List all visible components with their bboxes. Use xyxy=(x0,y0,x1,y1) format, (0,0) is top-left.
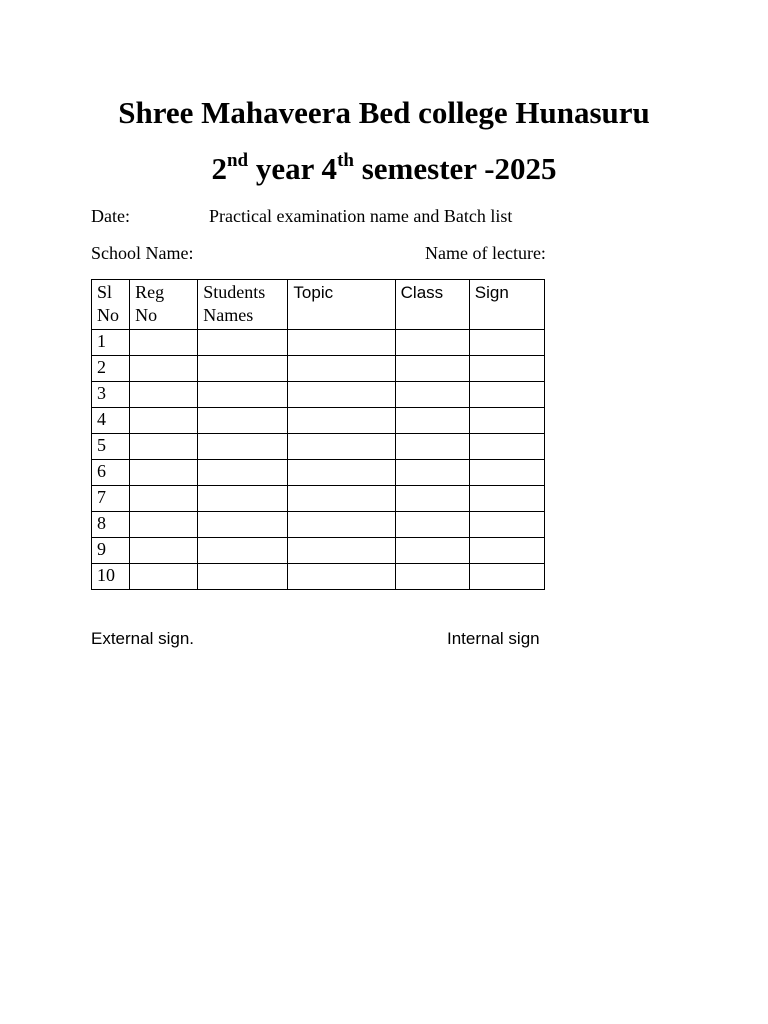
cell-sign xyxy=(469,434,544,460)
cell-topic xyxy=(288,330,395,356)
header-class: Class xyxy=(395,280,469,330)
batch-list-table xyxy=(91,279,545,590)
cell-class xyxy=(395,460,469,486)
cell-class xyxy=(395,382,469,408)
table-row xyxy=(92,538,545,564)
cell-reg-no xyxy=(130,538,198,564)
cell-sl-no: 6 xyxy=(92,460,130,486)
cell-sign xyxy=(469,564,544,590)
cell-reg-no xyxy=(130,382,198,408)
cell-student-name xyxy=(198,434,288,460)
cell-student-name xyxy=(198,486,288,512)
cell-topic xyxy=(288,434,395,460)
cell-sl-no: 9 xyxy=(92,538,130,564)
cell-topic xyxy=(288,538,395,564)
cell-class xyxy=(395,356,469,382)
cell-sl-no: 8 xyxy=(92,512,130,538)
semester-suffix: th xyxy=(337,149,354,171)
header-student-names: Students Names xyxy=(198,280,288,330)
cell-sl-no: 2 xyxy=(92,356,130,382)
cell-sign xyxy=(469,512,544,538)
cell-reg-no xyxy=(130,356,198,382)
cell-class xyxy=(395,330,469,356)
year-suffix: nd xyxy=(226,149,249,171)
cell-student-name xyxy=(198,538,288,564)
cell-class xyxy=(395,512,469,538)
cell-student-name xyxy=(198,512,288,538)
cell-reg-no xyxy=(130,512,198,538)
cell-topic xyxy=(288,460,395,486)
cell-student-name xyxy=(198,564,288,590)
table-row xyxy=(92,460,545,486)
cell-reg-no xyxy=(130,330,198,356)
cell-student-name xyxy=(198,330,288,356)
cell-topic xyxy=(288,356,395,382)
table-row xyxy=(92,564,545,590)
cell-sign xyxy=(469,382,544,408)
table-row xyxy=(92,434,545,460)
cell-sl-no: 10 xyxy=(92,564,130,590)
cell-topic xyxy=(288,512,395,538)
header-reg-no: Reg No xyxy=(130,280,198,330)
college-title: Shree Mahaveera Bed college Hunasuru xyxy=(118,95,650,130)
cell-student-name xyxy=(198,382,288,408)
table-row xyxy=(92,486,545,512)
internal-sign-label: Internal sign xyxy=(447,629,540,648)
cell-sign xyxy=(469,486,544,512)
table-header-row xyxy=(92,280,545,330)
cell-sl-no: 4 xyxy=(92,408,130,434)
cell-class xyxy=(395,408,469,434)
cell-student-name xyxy=(198,460,288,486)
cell-topic xyxy=(288,486,395,512)
external-sign-label: External sign. xyxy=(91,629,194,648)
year-number: 2 xyxy=(211,151,227,186)
header-sign: Sign xyxy=(469,280,544,330)
cell-sl-no: 1 xyxy=(92,330,130,356)
table-row xyxy=(92,330,545,356)
table-row xyxy=(92,512,545,538)
cell-reg-no xyxy=(130,408,198,434)
cell-sl-no: 5 xyxy=(92,434,130,460)
cell-sign xyxy=(469,408,544,434)
table-row xyxy=(92,408,545,434)
cell-sl-no: 3 xyxy=(92,382,130,408)
cell-reg-no xyxy=(130,564,198,590)
table-row xyxy=(92,356,545,382)
cell-sign xyxy=(469,330,544,356)
cell-sign xyxy=(469,460,544,486)
cell-class xyxy=(395,564,469,590)
school-name-label: School Name: xyxy=(91,243,194,263)
lecturer-name-label: Name of lecture: xyxy=(425,243,546,263)
cell-class xyxy=(395,486,469,512)
cell-topic xyxy=(288,408,395,434)
cell-student-name xyxy=(198,356,288,382)
header-topic: Topic xyxy=(288,280,395,330)
cell-topic xyxy=(288,382,395,408)
header-sl-no: Sl No xyxy=(92,280,130,330)
cell-reg-no xyxy=(130,434,198,460)
table-body xyxy=(92,330,545,590)
cell-sign xyxy=(469,356,544,382)
semester-title xyxy=(0,151,768,187)
cell-sl-no: 7 xyxy=(92,486,130,512)
exam-title: Practical examination name and Batch list xyxy=(209,206,513,226)
cell-topic xyxy=(288,564,395,590)
cell-reg-no xyxy=(130,486,198,512)
cell-reg-no xyxy=(130,460,198,486)
cell-student-name xyxy=(198,408,288,434)
year-word: year 4 xyxy=(248,151,338,186)
semester-text: semester -2025 xyxy=(353,151,557,186)
cell-class xyxy=(395,538,469,564)
cell-sign xyxy=(469,538,544,564)
date-label: Date: xyxy=(91,206,130,226)
table-row xyxy=(92,382,545,408)
cell-class xyxy=(395,434,469,460)
